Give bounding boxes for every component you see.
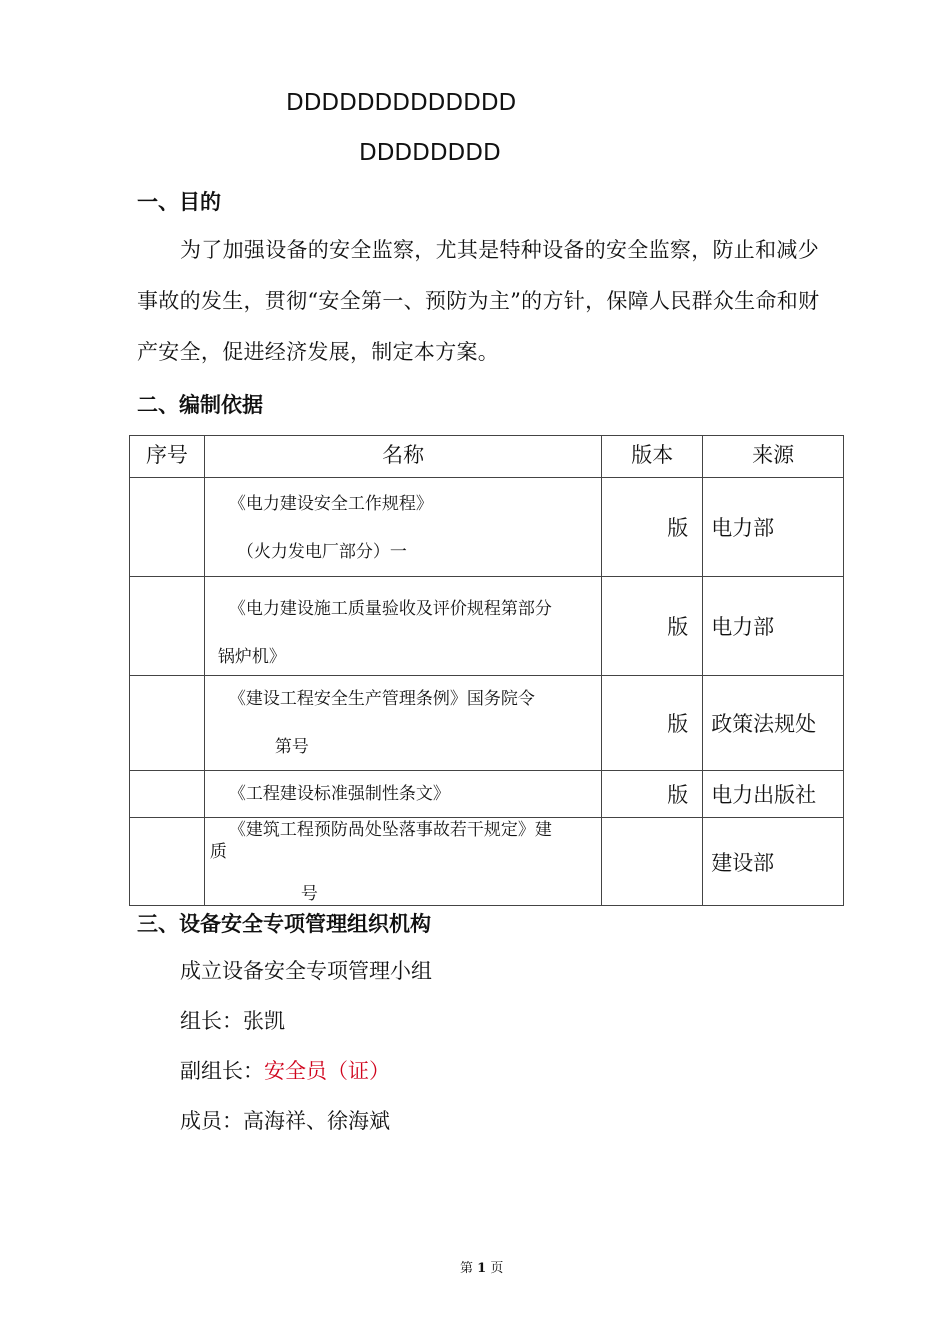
row-no-cell <box>130 771 205 818</box>
row-source-cell: 建设部 <box>703 818 844 906</box>
row-source-cell: 电力部 <box>703 577 844 676</box>
deputy-label: 副组长： <box>180 1059 264 1083</box>
deputy-line <box>180 1046 390 1097</box>
table-row <box>130 676 844 771</box>
row-name-line3: 号 <box>300 884 318 904</box>
row-source-cell: 政策法规处 <box>703 676 844 771</box>
row-version-cell: 版 <box>602 676 703 771</box>
row-name-line1: 《建设工程安全生产管理条例》国务院令 <box>228 689 535 709</box>
row-name-line2: （火力发电厂部分）一 <box>236 542 407 562</box>
row-version-cell: 版 <box>602 577 703 676</box>
row-name-cell <box>204 478 601 577</box>
basis-table <box>129 435 844 906</box>
section1-paragraph: 为了加强设备的安全监察，尤其是特种设备的安全监察，防止和减少事故的发生，贯彻“安全第一、预防为主”的方针，保障人民群众生命和财产安全，促进经济发展，制定本方案。 <box>137 238 820 364</box>
deputy-name: 安全员（证） <box>264 1059 390 1083</box>
table-row <box>130 478 844 577</box>
leader-name: 张凯 <box>243 1009 285 1033</box>
table-row <box>130 577 844 676</box>
row-name-cell <box>204 818 601 906</box>
row-name-line1: 《工程建设标准强制性条文》 <box>228 784 450 804</box>
table-row <box>130 771 844 818</box>
row-version-cell <box>602 818 703 906</box>
header-cell-version: 版本 <box>602 436 703 478</box>
section3-heading: 三、设备安全专项管理组织机构 <box>137 912 431 936</box>
doc-title-line2: DDDDDDDD <box>359 140 501 166</box>
members-label: 成员： <box>180 1109 243 1133</box>
row-name-line2: 锅炉机》 <box>217 647 286 667</box>
header-cell-source: 来源 <box>703 436 844 478</box>
row-no-cell <box>130 577 205 676</box>
table-row <box>130 818 844 906</box>
section1-heading: 一、目的 <box>137 190 221 214</box>
header-cell-no: 序号 <box>130 436 205 478</box>
row-name-line1: 《建筑工程预防咼处坠落事故若干规定》建 <box>228 820 552 840</box>
row-no-cell <box>130 676 205 771</box>
page-number: 1 <box>477 1261 487 1276</box>
doc-title-line1: DDDDDDDDDDDDD <box>286 90 517 116</box>
row-version-cell: 版 <box>602 478 703 577</box>
page-footer <box>460 1257 503 1276</box>
page-prefix: 第 <box>460 1261 474 1276</box>
section2-heading: 二、编制依据 <box>137 393 263 417</box>
row-name-cell <box>204 577 601 676</box>
members-line <box>180 1096 390 1147</box>
row-version-cell: 版 <box>602 771 703 818</box>
row-name-line1: 《电力建设安全工作规程》 <box>228 494 433 514</box>
row-name-line2: 质 <box>209 842 227 862</box>
section3-intro: 成立设备安全专项管理小组 <box>180 959 432 983</box>
row-source-cell: 电力部 <box>703 478 844 577</box>
row-no-cell <box>130 818 205 906</box>
row-name-line1: 《电力建设施工质量验收及评价规程第部分 <box>228 599 552 619</box>
leader-label: 组长： <box>180 1009 243 1033</box>
page-suffix: 页 <box>490 1261 504 1276</box>
row-name-cell <box>204 676 601 771</box>
members-names: 高海祥、徐海斌 <box>243 1109 390 1133</box>
row-source-cell: 电力出版社 <box>703 771 844 818</box>
table-header-row <box>130 436 844 478</box>
leader-line <box>180 996 285 1047</box>
row-no-cell <box>130 478 205 577</box>
header-cell-name: 名称 <box>204 436 601 478</box>
row-name-cell <box>204 771 601 818</box>
row-name-line2: 第号 <box>274 737 309 757</box>
